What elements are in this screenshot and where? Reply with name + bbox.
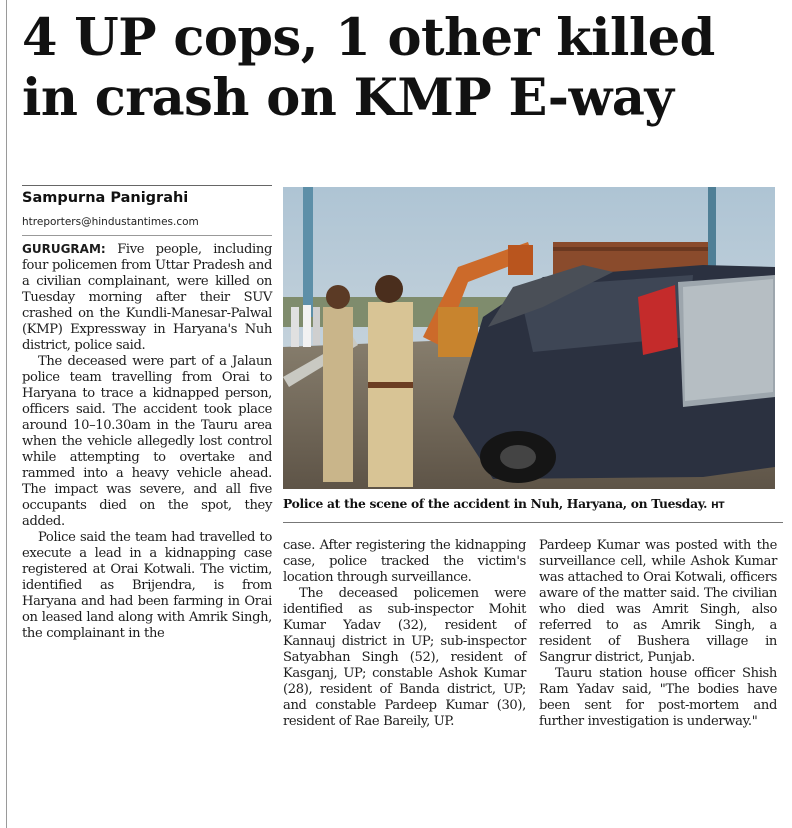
headline-line-2: in crash on KMP E-way xyxy=(22,68,674,128)
photo-illustration xyxy=(283,187,775,489)
byline-top-rule xyxy=(22,185,272,186)
author-email: htreporters@hindustantimes.com xyxy=(22,216,199,228)
article-paragraph-3: Police said the team had travelled to execute a lead in a kidnapping case registered at Orai Kotwali. The victim, identified as Brijendra, is from Haryana and had been farming in Orai on leased land along with Amrik Singh, the complainant in the xyxy=(22,530,272,641)
photo-caption-text: Police at the scene of the accident in Nuh, Haryana, on Tuesday. xyxy=(283,496,708,511)
headline-line-1: 4 UP cops, 1 other killed xyxy=(22,8,715,68)
article-paragraph-5: The deceased policemen were identified as sub-inspector Mohit Kumar Yadav (32), resident of Kannauj district in UP; sub-inspector Satyabhan Singh (52), resident of Kasganj, UP; constable Ashok Kumar (28), resident of Banda district, UP; and constable Pardeep Kumar (30), resident of Rae Bareily, UP. xyxy=(283,586,526,729)
headline xyxy=(22,8,782,128)
byline-bottom-rule xyxy=(22,235,272,236)
article-paragraph-6: Pardeep Kumar was posted with the surveillance cell, while Ashok Kumar was attached to Orai Kotwali, officers aware of the matter said. The civilian who died was Amrit Singh, also referred to as Amrik Singh, a resident of Bushera village in Sangrur district, Punjab. xyxy=(539,538,777,665)
accident-scene-photo xyxy=(283,187,775,489)
article-column-1 xyxy=(22,241,272,642)
article-column-2 xyxy=(283,538,526,730)
article-paragraph-7: Tauru station house officer Shish Ram Yadav said, "The bodies have been sent for post-mortem and further investigation is underway." xyxy=(539,666,777,729)
article-column-3 xyxy=(539,538,777,730)
photo-caption xyxy=(283,496,783,511)
dateline: GURUGRAM: xyxy=(22,242,106,256)
left-border-rule xyxy=(6,0,7,828)
article-paragraph-1 xyxy=(22,241,272,354)
author-name: Sampurna Panigrahi xyxy=(22,190,189,206)
article-paragraph-4: case. After registering the kidnapping case, police tracked the victim's location through surveillance. xyxy=(283,538,526,585)
article-paragraph-2: The deceased were part of a Jalaun police team travelling from Orai to Haryana to trace a kidnapped person, officers said. The accident took place around 10–10.30am in the Tauru area when the vehicle allegedly lost control while attempting to overtake and rammed into a heavy vehicle ahead. The impact was severe, and all five occupants died on the spot, they added. xyxy=(22,354,272,529)
photo-credit: HT xyxy=(711,501,725,511)
paragraph-1-text: Five people, including four policemen from Uttar Pradesh and a civilian complainant, were killed on Tuesday morning after their SUV crashed on the Kundli-Manesar-Palwal (KMP) Expressway in Haryana's Nuh district, police said. xyxy=(22,242,273,353)
caption-rule xyxy=(283,522,783,523)
